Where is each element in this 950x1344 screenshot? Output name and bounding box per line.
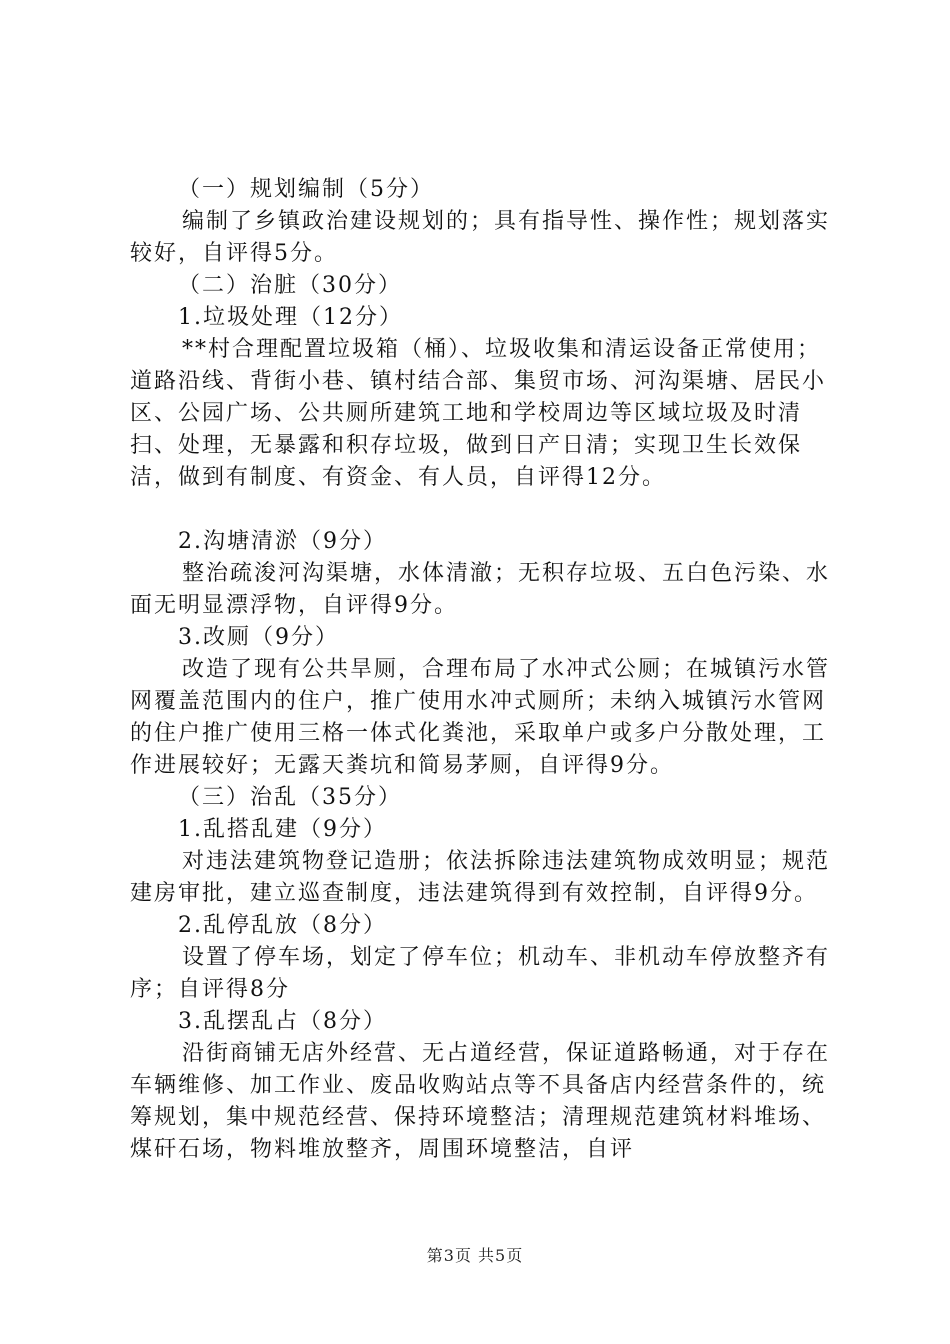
paragraph-garbage: **村合理配置垃圾箱（桶）、垃圾收集和清运设备正常使用；道路沿线、背街小巷、镇村结合部、集贸市场、河沟渠塘、居民小区、公园广场、公共厕所建筑工地和学校周边等区域垃圾及时清扫、处理，无暴露和积存垃圾，做到日产日清；实现卫生长效保洁，做到有制度、有资金、有人员，自评得12分。 xyxy=(130,337,827,490)
subheading-garbage: 1.垃圾处理（12分） xyxy=(178,305,403,330)
subheading-illegal-build: 1.乱搭乱建（9分） xyxy=(178,817,387,842)
subheading-toilets: 3.改厕（9分） xyxy=(178,625,339,650)
paragraph-toilets: 改造了现有公共旱厕，合理布局了水冲式公厕；在城镇污水管网覆盖范围内的住户，推广使用水冲式厕所；未纳入城镇污水管网的住户推广使用三格一体式化粪池，采取单户或多户分散处理，工作进展较好；无露天粪坑和简易茅厕，自评得9分。 xyxy=(130,657,831,778)
section-heading-2: （二）治脏（30分） xyxy=(178,273,402,298)
blank-line xyxy=(130,494,830,526)
paragraph-ponds: 整治疏浚河沟渠塘，水体清澈；无积存垃圾、五白色污染、水面无明显漂浮物，自评得9分。 xyxy=(130,561,831,618)
document-body xyxy=(130,174,830,1166)
subheading-ponds: 2.沟塘清淤（9分） xyxy=(178,529,387,554)
paragraph-occupation: 沿街商铺无店外经营、无占道经营，保证道路畅通，对于存在车辆维修、加工作业、废品收购站点等不具备店内经营条件的，统筹规划，集中规范经营、保持环境整洁；清理规范建筑材料堆场、煤矸石场，物料堆放整齐，周围环境整洁，自评 xyxy=(130,1041,831,1162)
paragraph-parking: 设置了停车场，划定了停车位；机动车、非机动车停放整齐有序；自评得8分 xyxy=(130,945,831,1002)
paragraph-illegal-build: 对违法建筑物登记造册；依法拆除违法建筑物成效明显；规范建房审批，建立巡查制度，违法建筑得到有效控制，自评得9分。 xyxy=(130,849,831,906)
subheading-occupation: 3.乱摆乱占（8分） xyxy=(178,1009,387,1034)
page-footer: 第3页 共5页 xyxy=(426,1246,524,1265)
section-heading-1: （一）规划编制（5分） xyxy=(178,177,434,202)
paragraph-planning: 编制了乡镇政治建设规划的；具有指导性、操作性；规划落实较好，自评得5分。 xyxy=(130,209,831,266)
subheading-parking: 2.乱停乱放（8分） xyxy=(178,913,387,938)
section-heading-3: （三）治乱（35分） xyxy=(178,785,402,810)
